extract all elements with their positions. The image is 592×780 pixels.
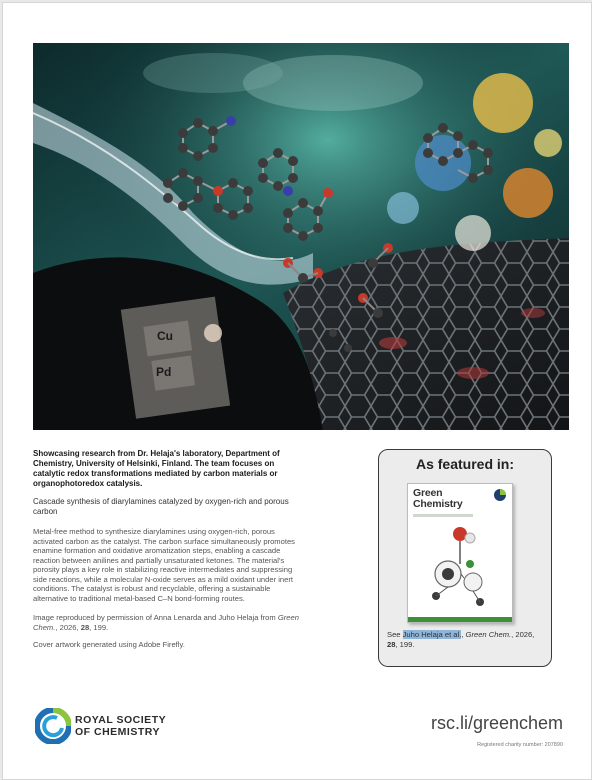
journal-logo-icon	[493, 488, 507, 502]
featured-reference	[387, 630, 547, 650]
journal-url-link[interactable]: rsc.li/greenchem	[430, 713, 563, 733]
ref-year: , 2026,	[511, 630, 535, 639]
rsc-logo-icon	[35, 708, 71, 744]
pd-label: Pd	[156, 365, 172, 379]
ref-see: See	[387, 630, 403, 639]
ref-pages: , 199.	[395, 640, 415, 649]
credit-suffix: , 199.	[89, 622, 109, 632]
description-column	[33, 449, 305, 650]
cover-decoration	[413, 514, 473, 517]
showcase-text: Showcasing research from Dr. Helaja's laboratory, Department of Chemistry, University of Helsinki, Finland. The team focuses on catalytic redox transformations mediated by carbon materials or organophotoredox catalysis.	[33, 449, 280, 488]
cover-molecule-art-icon	[418, 524, 502, 614]
image-credit	[33, 613, 305, 632]
cover-artwork-image	[33, 43, 569, 430]
cover-footer-bar	[408, 617, 512, 622]
rsc-name	[75, 714, 166, 738]
poster-page	[2, 2, 592, 780]
cover-note: Cover artwork generated using Adobe Firefly.	[33, 640, 185, 649]
rsc-name-line2: OF CHEMISTRY	[75, 726, 160, 738]
ref-comma: ,	[461, 630, 466, 639]
article-subtitle: Cascade synthesis of diarylamines catalyzed by oxygen-rich and porous carbon	[33, 497, 289, 516]
abstract-text: Metal-free method to synthesize diarylamines using oxygen-rich, porous activated carbon as the catalyst. The carbon surface simultaneously promotes enamine formation and oxidative aromatization steps, enabling a cascade reaction between anilines and partially unsaturated ketones. The material's porosity plays a key role in stabilizing reactive intermediates and suppressing side reactions, while a molecular N-oxide serves as a mild oxidant under inert conditions. The catalyst is robust and recyclable, offering a sustainable alternative to traditional metal-based C–N bond-forming routes.	[33, 527, 295, 603]
rsc-name-line1: ROYAL SOCIETY	[75, 714, 167, 726]
ref-authors-link[interactable]: Juho Helaja et al.	[402, 630, 462, 639]
cover-journal-line1: Green	[413, 487, 443, 499]
credit-journal: Green Chem.	[33, 613, 299, 632]
credit-mid: , 2026,	[55, 622, 81, 632]
cover-journal-name	[413, 488, 463, 510]
cover-journal-line2: Chemistry	[413, 498, 463, 510]
credit-volume: 28	[80, 622, 90, 632]
ref-volume: 28	[387, 640, 396, 649]
credit-prefix: Image reproduced by permission of Anna Lenarda and Juho Helaja from	[33, 613, 278, 622]
featured-title: As featured in:	[415, 456, 514, 472]
ref-journal: Green Chem.	[465, 630, 512, 639]
featured-in-box	[378, 449, 552, 667]
journal-cover-thumbnail[interactable]	[407, 483, 513, 623]
charity-number: Registered charity number: 207890	[477, 742, 563, 748]
rsc-logo	[35, 708, 195, 748]
cu-label: Cu	[157, 329, 173, 343]
